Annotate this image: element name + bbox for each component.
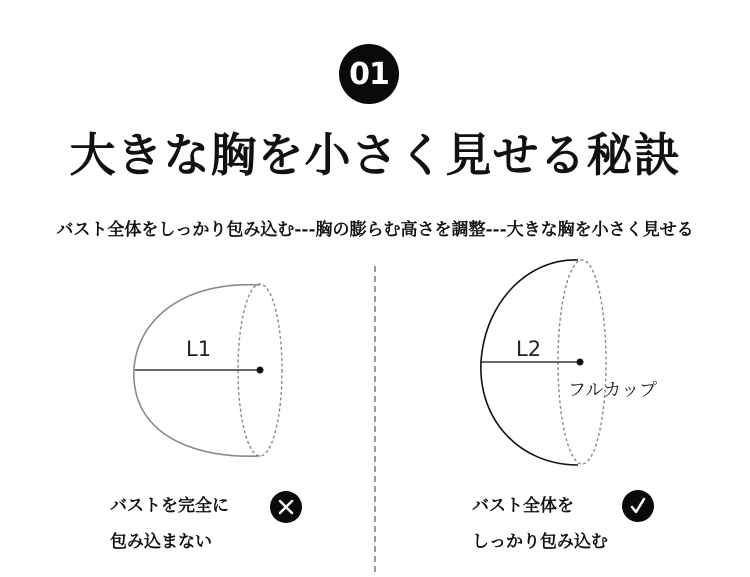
full-cup-diagram: [481, 260, 606, 465]
l1-label: L1: [186, 337, 212, 361]
cross-glyph: [277, 498, 295, 516]
section-number: 01: [349, 56, 389, 92]
check-glyph: [628, 496, 648, 516]
full-cup-label: フルカップ: [568, 380, 658, 401]
right-caption: [472, 488, 608, 560]
cross-icon: [270, 491, 302, 523]
page-subtitle: バスト全体をしっかり包み込む---胸の膨らむ高さを調整---大きな胸を小さく見せる: [56, 220, 694, 240]
l1-center-point: [257, 367, 264, 374]
left-caption-line2: 包み込まない: [110, 532, 212, 552]
check-icon: [622, 490, 654, 522]
partial-cup-diagram: [134, 284, 282, 456]
left-caption-line1: バストを完全に: [110, 496, 229, 516]
right-caption-line1: バスト全体を: [472, 496, 574, 516]
right-caption-line2: しっかり包み込む: [472, 532, 608, 552]
l2-label: L2: [516, 337, 542, 361]
left-caption: [110, 488, 229, 560]
page-title: 大きな胸を小さく見せる秘訣: [69, 128, 681, 182]
l2-center-point: [577, 359, 584, 366]
